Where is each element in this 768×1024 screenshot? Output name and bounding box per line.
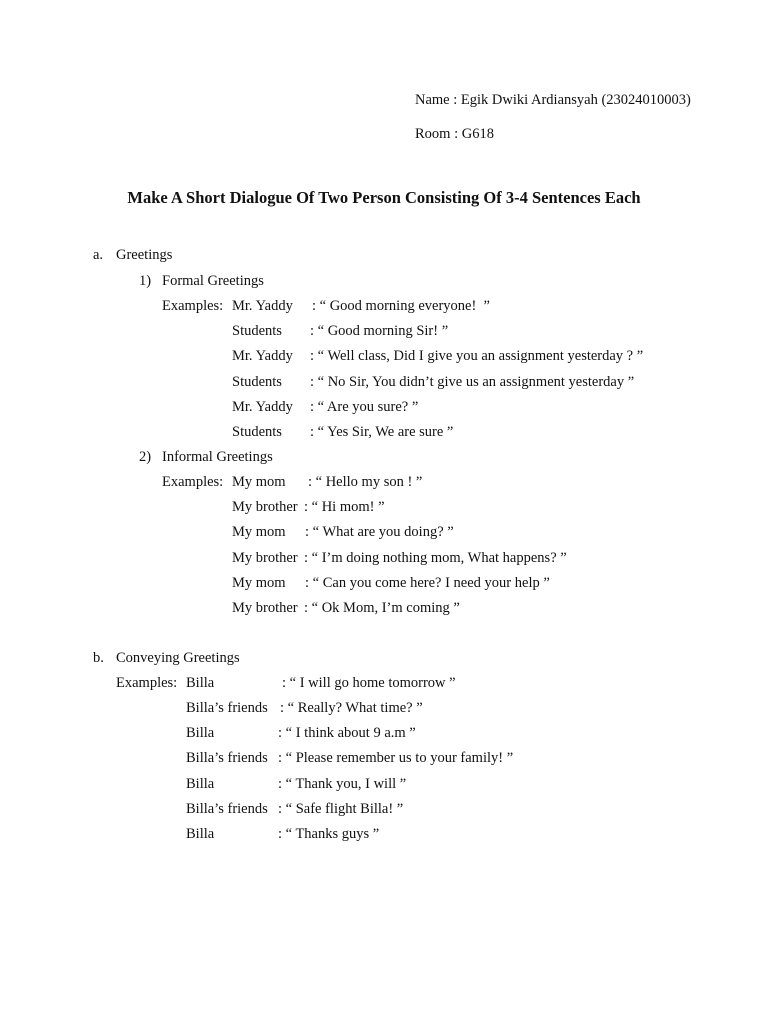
dialogue-speaker: My brother — [232, 600, 298, 616]
dialogue-speaker: Students — [232, 374, 282, 390]
dialogue-speaker: My mom — [232, 474, 286, 490]
dialogue-text: : “ Thank you, I will ” — [278, 776, 407, 792]
dialogue-speaker: Mr. Yaddy — [232, 348, 293, 364]
dialogue-speaker: My mom — [232, 575, 286, 591]
page-title: Make A Short Dialogue Of Two Person Consisting Of 3-4 Sentences Each — [127, 188, 641, 207]
dialogue-text: : “ Yes Sir, We are sure ” — [310, 424, 454, 440]
dialogue-speaker: My mom — [232, 524, 286, 540]
section-a-marker: a. — [93, 247, 104, 263]
section-b-marker: b. — [93, 650, 104, 666]
dialogue-text: : “ Hi mom! ” — [304, 499, 385, 515]
formal-heading: Formal Greetings — [162, 273, 264, 289]
dialogue-text: : “ Really? What time? ” — [280, 700, 423, 716]
dialogue-text: : “ I will go home tomorrow ” — [282, 675, 456, 691]
dialogue-text: : “ Thanks guys ” — [278, 826, 380, 842]
dialogue-text: : “ Safe flight Billa! ” — [278, 801, 404, 817]
dialogue-speaker: Billa — [186, 826, 215, 842]
formal-examples-label: Examples: — [162, 298, 224, 314]
dialogue-text: : “ Can you come here? I need your help ” — [305, 575, 550, 591]
dialogue-text: : “ Ok Mom, I’m coming ” — [304, 600, 460, 616]
dialogue-speaker: Billa’s friends — [186, 750, 268, 766]
dialogue-speaker: Students — [232, 323, 282, 339]
dialogue-text: : “ Good morning everyone! ” — [312, 298, 490, 314]
dialogue-text: : “ Hello my son ! ” — [308, 474, 423, 490]
dialogue-speaker: Students — [232, 424, 282, 440]
dialogue-speaker: Billa’s friends — [186, 700, 268, 716]
dialogue-speaker: Mr. Yaddy — [232, 298, 293, 314]
section-b-examples-label: Examples: — [116, 675, 178, 691]
dialogue-text: : “ Good morning Sir! ” — [310, 323, 449, 339]
section-b-heading: Conveying Greetings — [116, 650, 240, 666]
dialogue-text: : “ Are you sure? ” — [310, 399, 419, 415]
dialogue-speaker: Billa’s friends — [186, 801, 268, 817]
dialogue-speaker: Billa — [186, 675, 215, 691]
student-name: Name : Egik Dwiki Ardiansyah (23024010003) — [415, 92, 691, 108]
dialogue-text: : “ Well class, Did I give you an assignment yesterday ? ” — [310, 348, 644, 364]
dialogue-text: : “ I’m doing nothing mom, What happens? ” — [304, 550, 567, 566]
dialogue-text: : “ What are you doing? ” — [305, 524, 454, 540]
informal-heading: Informal Greetings — [162, 449, 273, 465]
dialogue-speaker: Billa — [186, 776, 215, 792]
dialogue-text: : “ Please remember us to your family! ” — [278, 750, 514, 766]
dialogue-speaker: My brother — [232, 499, 298, 515]
dialogue-text: : “ I think about 9 a.m ” — [278, 725, 416, 741]
formal-marker: 1) — [139, 273, 152, 289]
dialogue-speaker: Mr. Yaddy — [232, 399, 293, 415]
dialogue-text: : “ No Sir, You didn’t give us an assignment yesterday ” — [310, 374, 635, 390]
informal-examples-label: Examples: — [162, 474, 224, 490]
section-a-heading: Greetings — [116, 247, 173, 263]
room-number: Room : G618 — [415, 126, 494, 142]
informal-marker: 2) — [139, 449, 152, 465]
dialogue-speaker: Billa — [186, 725, 215, 741]
dialogue-speaker: My brother — [232, 550, 298, 566]
